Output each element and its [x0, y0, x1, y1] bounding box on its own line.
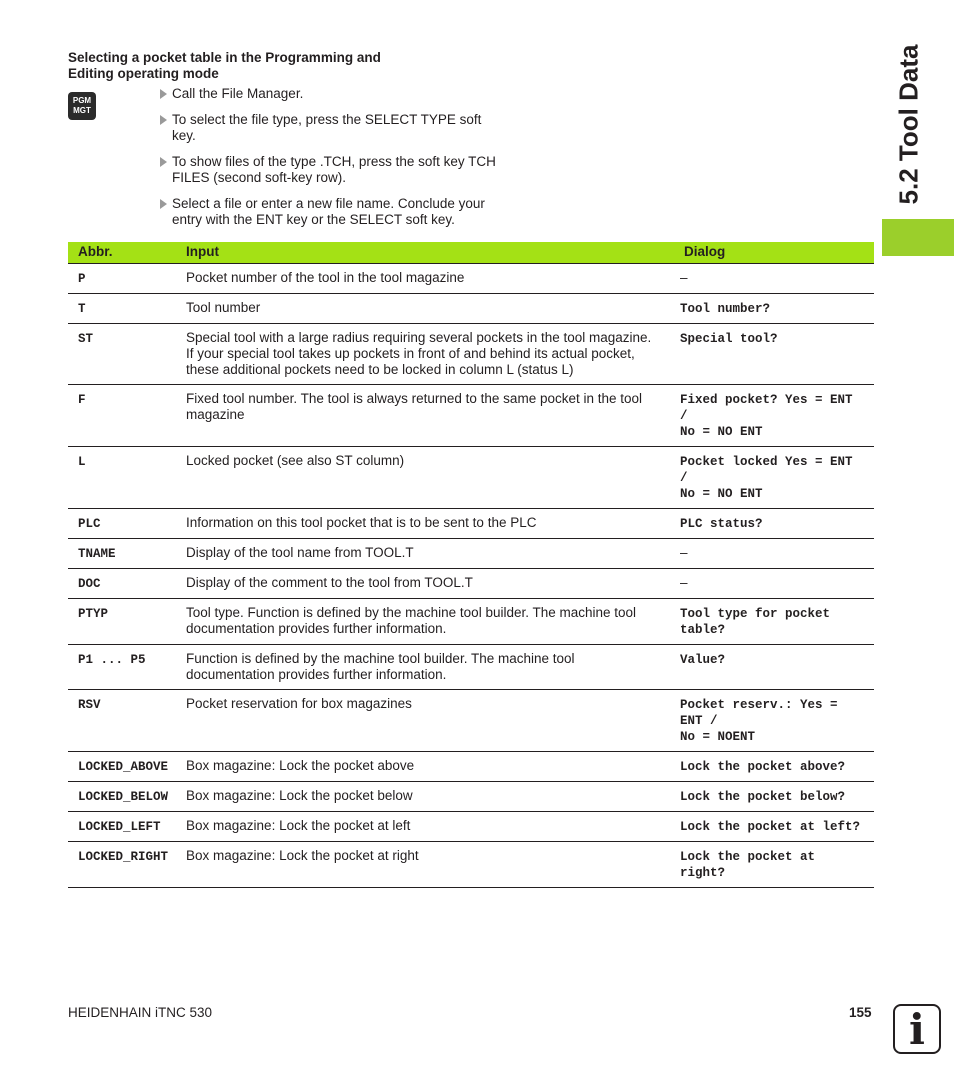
- chapter-side-title-text: 5.2 Tool Data: [893, 44, 924, 204]
- cell-input-line: Special tool with a large radius requiring several pockets in the tool magazine.: [186, 330, 652, 345]
- arrow-right-icon: [160, 199, 167, 209]
- cell-input-line: Tool type. Function is defined by the machine tool builder. The machine tool: [186, 605, 637, 620]
- cell-dialog-line: Lock the pocket above?: [680, 760, 846, 774]
- cell-dialog-line: –: [680, 545, 688, 560]
- cell-dialog: [674, 752, 874, 782]
- cell-input: [176, 509, 674, 539]
- cell-dialog-line: –: [680, 575, 688, 590]
- cell-input: [176, 690, 674, 752]
- cell-dialog-line: Tool type for pocket table?: [680, 607, 831, 637]
- cell-input-line: Box magazine: Lock the pocket at left: [186, 818, 411, 833]
- pgm-mgt-key-line-2: MGT: [73, 106, 91, 115]
- chapter-tab-marker: [882, 219, 954, 256]
- cell-abbr: PTYP: [68, 599, 176, 645]
- arrow-right-icon: [160, 157, 167, 167]
- cell-abbr: P: [68, 264, 176, 294]
- table-row: [68, 599, 874, 645]
- step-text: To show files of the type .TCH, press the soft key TCH: [172, 154, 496, 169]
- footer-product: HEIDENHAIN iTNC 530: [68, 1005, 213, 1020]
- table-row: [68, 842, 874, 888]
- cell-input-line: Function is defined by the machine tool builder. The machine tool: [186, 651, 575, 666]
- table-row: [68, 509, 874, 539]
- cell-input-line: If your special tool takes up pockets in front of and behind its actual pocket,: [186, 346, 635, 361]
- cell-dialog: [674, 324, 874, 385]
- arrow-right-icon: [160, 89, 167, 99]
- step-text: Call the File Manager.: [172, 86, 304, 101]
- cell-dialog: [674, 782, 874, 812]
- table-row: [68, 752, 874, 782]
- cell-dialog-line: Lock the pocket below?: [680, 790, 846, 804]
- cell-input-line: Box magazine: Lock the pocket below: [186, 788, 413, 803]
- cell-input: [176, 645, 674, 690]
- table-row: [68, 324, 874, 385]
- cell-input: [176, 539, 674, 569]
- cell-abbr: PLC: [68, 509, 176, 539]
- cell-input-line: documentation provides further information.: [186, 667, 447, 682]
- section-heading-line-1: Selecting a pocket table in the Programming and: [68, 50, 381, 65]
- table-row: [68, 385, 874, 447]
- cell-input: [176, 324, 674, 385]
- table-row: [68, 812, 874, 842]
- step-text-continued: entry with the ENT key or the SELECT soft key.: [172, 212, 455, 227]
- cell-input: [176, 569, 674, 599]
- cell-input: [176, 599, 674, 645]
- page-number: 155: [849, 1005, 872, 1020]
- cell-dialog: [674, 294, 874, 324]
- pocket-table-columns: [68, 242, 874, 888]
- cell-dialog-line: –: [680, 270, 688, 285]
- arrow-right-icon: [160, 115, 167, 125]
- info-icon: i: [893, 1004, 941, 1054]
- cell-input-line: these additional pockets need to be locked in column L (status L): [186, 362, 574, 377]
- step-item: [158, 154, 518, 186]
- cell-dialog-line: Pocket locked Yes = ENT /: [680, 455, 853, 485]
- cell-dialog: [674, 690, 874, 752]
- cell-input: [176, 264, 674, 294]
- cell-dialog: [674, 385, 874, 447]
- cell-dialog-line: Value?: [680, 653, 726, 667]
- table-header-row: [68, 242, 874, 264]
- cell-input: [176, 812, 674, 842]
- cell-dialog: [674, 812, 874, 842]
- cell-abbr: LOCKED_LEFT: [68, 812, 176, 842]
- cell-input-line: Box magazine: Lock the pocket above: [186, 758, 415, 773]
- cell-dialog: [674, 539, 874, 569]
- cell-input-line: Fixed tool number. The tool is always returned to the same pocket in the tool: [186, 391, 643, 406]
- cell-abbr: P1 ... P5: [68, 645, 176, 690]
- cell-input: [176, 752, 674, 782]
- table-body: [68, 264, 874, 888]
- table-row: [68, 264, 874, 294]
- table-row: [68, 690, 874, 752]
- step-text: Select a file or enter a new file name. Conclude your: [172, 196, 485, 211]
- cell-input-line: magazine: [186, 407, 245, 422]
- cell-input-line: Pocket reservation for box magazines: [186, 696, 412, 711]
- cell-input: [176, 782, 674, 812]
- step-item: [158, 86, 518, 102]
- cell-abbr: LOCKED_RIGHT: [68, 842, 176, 888]
- table-row: [68, 539, 874, 569]
- cell-dialog: [674, 645, 874, 690]
- cell-dialog: [674, 569, 874, 599]
- cell-dialog: [674, 842, 874, 888]
- column-header-input: Input: [176, 242, 674, 264]
- table-row: [68, 569, 874, 599]
- step-text-continued: FILES (second soft-key row).: [172, 170, 347, 185]
- table-row: [68, 294, 874, 324]
- cell-dialog-line: Special tool?: [680, 332, 778, 346]
- cell-abbr: F: [68, 385, 176, 447]
- cell-input-line: Locked pocket (see also ST column): [186, 453, 405, 468]
- cell-input: [176, 294, 674, 324]
- cell-abbr: ST: [68, 324, 176, 385]
- cell-dialog: [674, 447, 874, 509]
- cell-dialog: [674, 264, 874, 294]
- cell-dialog-line: No = NO ENT: [680, 487, 763, 501]
- cell-abbr: RSV: [68, 690, 176, 752]
- cell-dialog: [674, 509, 874, 539]
- chapter-side-title: [889, 34, 929, 214]
- column-header-abbr: Abbr.: [68, 242, 176, 264]
- cell-dialog-line: Pocket reserv.: Yes = ENT /: [680, 698, 838, 728]
- instruction-steps: [158, 86, 518, 238]
- table-row: [68, 645, 874, 690]
- cell-dialog-line: Tool number?: [680, 302, 771, 316]
- cell-input-line: Box magazine: Lock the pocket at right: [186, 848, 419, 863]
- cell-input: [176, 842, 674, 888]
- cell-dialog: [674, 599, 874, 645]
- section-heading-line-2: Editing operating mode: [68, 66, 219, 81]
- cell-dialog-line: Fixed pocket? Yes = ENT /: [680, 393, 853, 423]
- cell-abbr: L: [68, 447, 176, 509]
- cell-dialog-line: Lock the pocket at right?: [680, 850, 816, 880]
- cell-input: [176, 385, 674, 447]
- cell-abbr: LOCKED_ABOVE: [68, 752, 176, 782]
- cell-input-line: Information on this tool pocket that is to be sent to the PLC: [186, 515, 537, 530]
- cell-dialog-line: PLC status?: [680, 517, 763, 531]
- cell-input-line: Pocket number of the tool in the tool magazine: [186, 270, 465, 285]
- cell-dialog-line: Lock the pocket at left?: [680, 820, 861, 834]
- column-header-dialog: Dialog: [674, 242, 874, 264]
- pgm-mgt-key-icon: [68, 92, 96, 120]
- step-text: To select the file type, press the SELECT TYPE soft: [172, 112, 482, 127]
- table-row: [68, 447, 874, 509]
- cell-input-line: Display of the comment to the tool from TOOL.T: [186, 575, 473, 590]
- cell-dialog-line: No = NO ENT: [680, 425, 763, 439]
- section-heading: [68, 50, 468, 82]
- table-row: [68, 782, 874, 812]
- pgm-mgt-key-line-1: PGM: [72, 96, 92, 105]
- cell-input-line: documentation provides further information.: [186, 621, 447, 636]
- step-text-continued: key.: [172, 128, 196, 143]
- cell-dialog-line: No = NOENT: [680, 730, 756, 744]
- step-item: [158, 196, 518, 228]
- step-item: [158, 112, 518, 144]
- cell-abbr: TNAME: [68, 539, 176, 569]
- cell-input-line: Tool number: [186, 300, 261, 315]
- cell-abbr: DOC: [68, 569, 176, 599]
- cell-abbr: LOCKED_BELOW: [68, 782, 176, 812]
- cell-input-line: Display of the tool name from TOOL.T: [186, 545, 414, 560]
- cell-abbr: T: [68, 294, 176, 324]
- cell-input: [176, 447, 674, 509]
